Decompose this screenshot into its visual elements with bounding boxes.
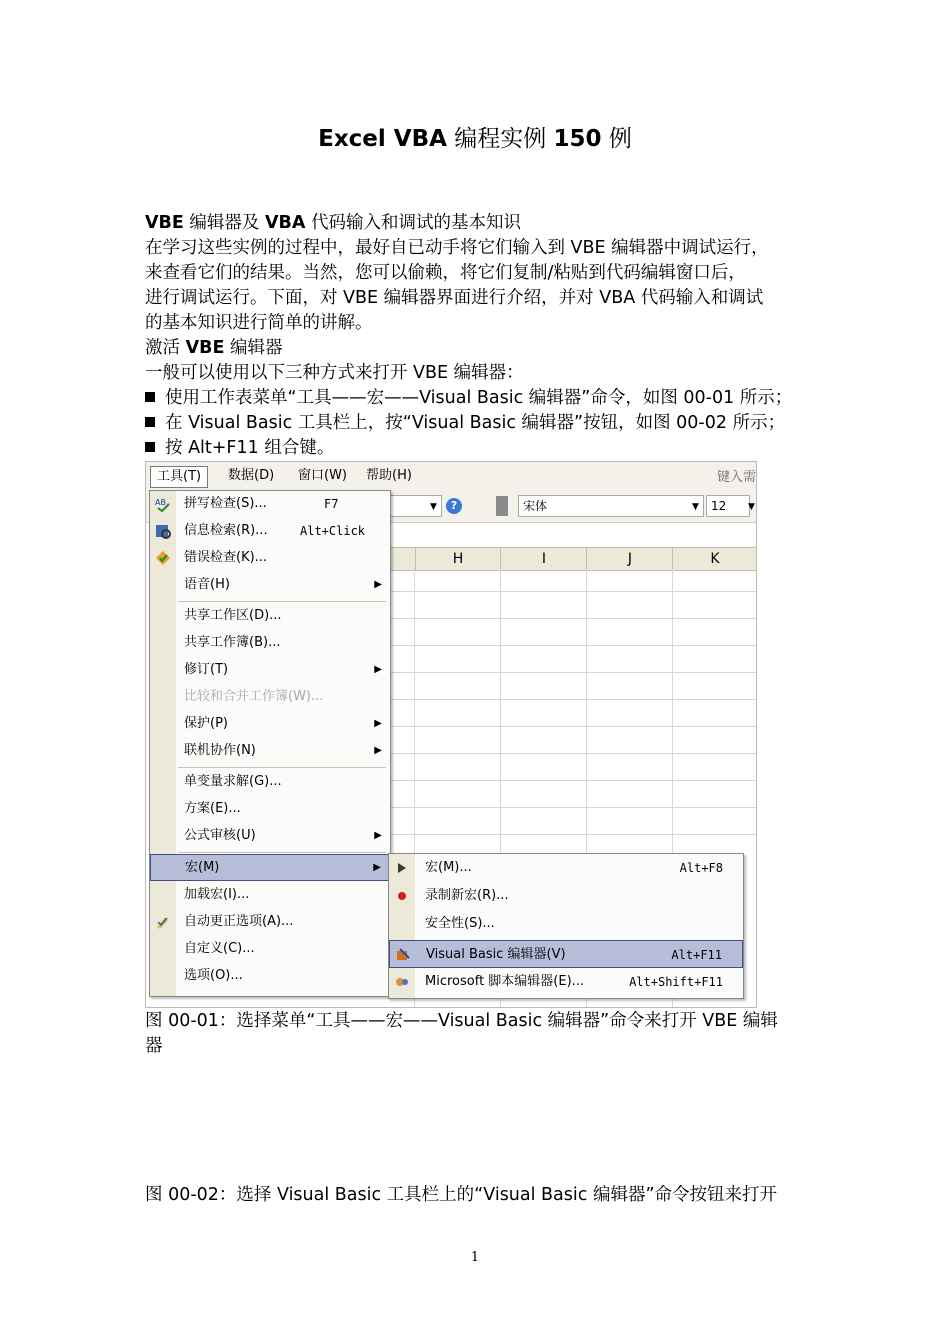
menu-item-speech[interactable]: 语音(H) ▶ [150,572,390,598]
submenu-arrow-icon: ▶ [374,579,382,590]
font-name-box[interactable]: 宋体 [518,495,704,517]
menu-item-macro[interactable]: 宏(M) ▶ [150,854,390,881]
menu-item-research[interactable]: 信息检索(R)... Alt+Click [150,518,390,544]
tools-dropdown-menu [149,490,391,997]
column-header-h[interactable]: H [414,547,502,571]
submenu-arrow-icon: ▶ [374,664,382,675]
menu-bar [146,462,756,491]
font-size-box[interactable]: 12 [706,495,750,517]
intro-line-4: 的基本知识进行简单的讲解。 [145,313,373,333]
submenu-arrow-icon: ▶ [374,830,382,841]
menu-item-compare-merge: 比较和合并工作簿(W)... [184,689,324,704]
autocorrect-icon [155,914,171,930]
help-icon[interactable]: ? [446,498,462,514]
menu-item-options[interactable]: 选项(O)... [184,968,243,983]
menu-item-spelling[interactable]: AB 拼写检查(S)... F7 [155,496,339,511]
chevron-down-icon[interactable]: ▼ [430,502,437,512]
menu-item-goal-seek[interactable]: 单变量求解(G)... [184,774,282,789]
menu-item-track-changes[interactable]: 修订(T) ▶ [150,657,390,683]
menu-window[interactable]: 窗口(W) [298,468,347,483]
submenu-item-script-editor[interactable]: Microsoft 脚本编辑器(E)... Alt+Shift+F11 [389,968,743,996]
submenu-item-security[interactable]: 安全性(S)... [425,916,495,931]
submenu-item-record-macro[interactable]: 录制新宏(R)... [389,882,743,910]
bullet-square-icon [145,417,155,427]
intro-line-3: 进行调试运行。下面，对 VBE 编辑器界面进行介绍，并对 VBA 代码输入和调试 [145,288,764,308]
column-header-j[interactable]: J [586,547,674,571]
bullet-square-icon [145,392,155,402]
error-check-icon [155,550,171,566]
page-title: Excel VBA 编程实例 150 例 [318,126,632,152]
research-book-icon [155,523,171,539]
intro-line-2: 来查看它们的结果。当然，您可以偷赖，将它们复制/粘贴到代码编辑窗口后， [145,263,746,283]
script-editor-icon [395,975,409,989]
section-heading-vbe-basics: VBE 编辑器及 VBA 代码输入和调试的基本知识 [145,213,521,233]
submenu-arrow-icon: ▶ [374,745,382,756]
submenu-arrow-icon: ▶ [374,718,382,729]
menu-item-add-ins[interactable]: 加载宏(I)... [184,887,250,902]
chevron-down-icon[interactable]: ▼ [748,502,755,512]
figure-caption-00-02: 图 00-02：选择 Visual Basic 工具栏上的“Visual Basic 编辑器”命令按钮来打开 [145,1185,778,1205]
submenu-item-macros[interactable]: 宏(M)... Alt+F8 [389,854,743,882]
menu-item-formula-auditing[interactable]: 公式审核(U) ▶ [150,823,390,849]
bullet-item: 在 Visual Basic 工具栏上，按“Visual Basic 编辑器”按钮，如图 00-02 所示； [145,411,810,436]
play-icon [395,861,409,875]
menu-item-scenarios[interactable]: 方案(E)... [184,801,241,816]
menu-separator [178,601,386,602]
chevron-down-icon[interactable]: ▼ [692,502,699,512]
menu-item-autocorrect[interactable]: 自动更正选项(A)... [150,909,390,935]
excel-menu-screenshot [145,461,757,1008]
submenu-arrow-icon: ▶ [373,862,381,873]
vb-editor-icon [396,948,410,962]
column-header-k[interactable]: K [672,547,757,571]
bullet-square-icon [145,442,155,452]
menu-separator [178,767,386,768]
ask-question-box[interactable]: 键入需 [716,470,756,485]
toolbar-options-icon[interactable] [496,496,508,516]
figure-caption-00-01: 图 00-01：选择菜单“工具——宏——Visual Basic 编辑器”命令来打开 VBE 编辑 器 [145,1011,778,1056]
spelling-check-icon [155,496,171,512]
menu-item-error-check[interactable]: 错误检查(K)... [150,545,390,571]
bullet-item: 使用工作表菜单“工具——宏——Visual Basic 编辑器”命令，如图 00-01 所示； [145,386,810,411]
menu-item-online-collaboration[interactable]: 联机协作(N) ▶ [150,738,390,764]
column-header-i[interactable]: I [500,547,588,571]
page-number: 1 [470,1250,480,1265]
svg-text:AB: AB [155,498,166,507]
menu-tools[interactable]: 工具(T) [150,466,208,488]
menu-help[interactable]: 帮助(H) [366,468,412,483]
methods-intro: 一般可以使用以下三种方式来打开 VBE 编辑器： [145,363,524,383]
menu-item-protection[interactable]: 保护(P) ▶ [150,711,390,737]
bullet-item: 按 Alt+F11 组合键。 [145,436,810,461]
section-heading-activate-vbe: 激活 VBE 编辑器 [145,338,283,358]
menu-data[interactable]: 数据(D) [228,468,275,483]
menu-item-shared-workspace[interactable]: 共享工作区(D)... [184,608,282,623]
menu-item-share-workbook[interactable]: 共享工作簿(B)... [184,635,281,650]
submenu-item-visual-basic-editor[interactable]: Visual Basic 编辑器(V) Alt+F11 [389,940,743,968]
menu-item-customize[interactable]: 自定义(C)... [184,941,255,956]
record-icon [395,889,409,903]
macro-submenu [388,853,744,999]
intro-line-1: 在学习这些实例的过程中，最好自已动手将它们输入到 VBE 编辑器中调试运行， [145,238,769,258]
menu-separator [178,852,386,853]
